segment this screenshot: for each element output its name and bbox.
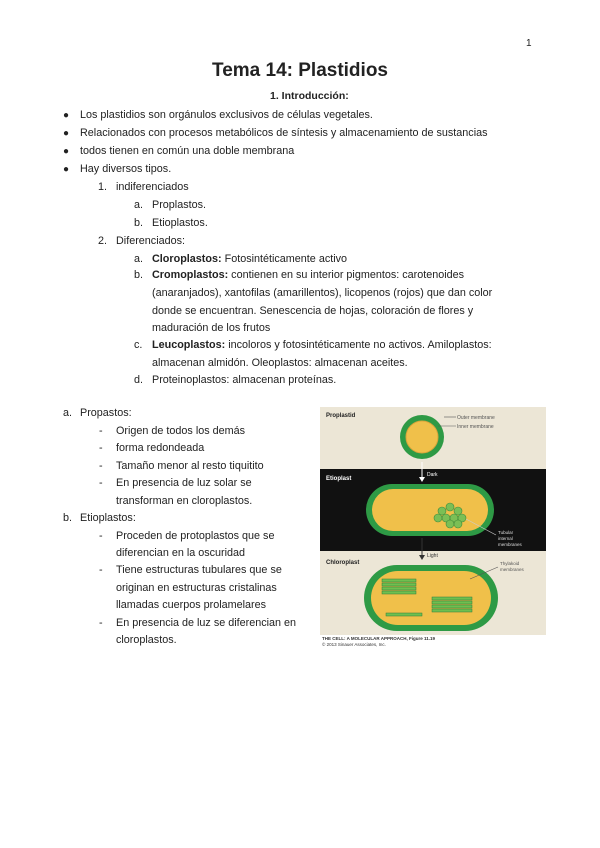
tubule <box>438 507 446 515</box>
tubule <box>454 507 462 515</box>
dash-marker: - <box>99 477 103 489</box>
text-line: diferencian en la oscuridad <box>116 547 246 559</box>
term: Cromoplastos: <box>152 269 229 281</box>
list-item <box>152 267 464 284</box>
label-tubular: membranes <box>498 542 522 547</box>
bullet-marker: ● <box>63 128 70 139</box>
text-line: almacenan almidón. Oleoplastos: almacenan aceites. <box>152 357 408 369</box>
bullet-marker: ● <box>63 146 70 157</box>
list-item <box>152 337 492 354</box>
list-letter: a. <box>134 199 144 211</box>
list-letter: d. <box>134 374 144 386</box>
list-item: Tamaño menor al resto tiquitito <box>116 460 264 472</box>
subheading: Etioplastos: <box>80 512 136 524</box>
plastid-figure <box>320 407 546 651</box>
label-etioplast: Etioplast <box>326 476 352 482</box>
list-item: Relacionados con procesos metabólicos de síntesis y almacenamiento de sustancias <box>80 127 488 139</box>
proplastid-stroma <box>406 421 438 453</box>
thylakoid <box>386 613 422 616</box>
figure-caption <box>322 636 435 648</box>
list-letter: b. <box>134 217 144 229</box>
thylakoid <box>432 597 472 600</box>
bullet-marker: ● <box>63 110 70 121</box>
list-item: Tiene estructuras tubulares que se <box>116 564 282 576</box>
list-item: todos tienen en común una doble membrana <box>80 145 295 157</box>
list-item: Origen de todos los demás <box>116 425 246 437</box>
label-thylakoid: Thylakoid <box>500 561 520 566</box>
text-line: cloroplastos. <box>116 634 177 646</box>
label-inner-membrane: Inner membrane <box>457 424 494 430</box>
text-line: maduración de los frutos <box>152 322 271 334</box>
text-line: donde se encuentran. Senescencia de hojas, coloración de flores y <box>152 305 474 317</box>
etioplast-stroma <box>372 489 488 531</box>
thylakoid <box>382 587 416 590</box>
term: Cloroplastos: <box>152 253 222 265</box>
text-line: llamadas cuerpos prolamelares <box>116 599 267 611</box>
label-dark: Dark <box>427 472 438 478</box>
list-item: Proceden de protoplastos que se <box>116 530 275 542</box>
caption-line: THE CELL: A MOLECULAR APPROACH, Figure 11.19 <box>322 636 436 641</box>
page-number: 1 <box>526 38 532 49</box>
thylakoid <box>432 609 472 612</box>
section-heading: 1. Introducción: <box>270 90 349 102</box>
dash-marker: - <box>99 617 103 629</box>
thylakoid <box>382 583 416 586</box>
thylakoid <box>432 601 472 604</box>
text-line: (anaranjados), xantofilas (amarillentos), licopenos (rojos) que dan color <box>152 287 493 299</box>
label-light: Light <box>427 553 438 559</box>
label-tubular: Tubular <box>498 530 514 535</box>
thylakoid <box>432 605 472 608</box>
list-item: Hay diversos tipos. <box>80 163 172 175</box>
dash-marker: - <box>99 425 103 437</box>
text-line: transforman en cloroplastos. <box>116 495 253 507</box>
list-item: En presencia de luz solar se <box>116 477 252 489</box>
tubule <box>446 520 454 528</box>
page-title: Tema 14: Plastidios <box>212 60 388 81</box>
caption-line: © 2013 Sinauer Associates, Inc. <box>322 642 386 647</box>
label-tubular: internal <box>498 536 513 541</box>
tubule <box>454 520 462 528</box>
list-letter: b. <box>134 269 144 281</box>
list-item: Proplastos. <box>152 199 207 211</box>
list-item <box>152 251 347 268</box>
list-item: Los plastidios son orgánulos exclusivos de células vegetales. <box>80 109 373 121</box>
list-letter: c. <box>134 339 143 351</box>
dash-marker: - <box>99 442 103 454</box>
term-description: Fotosintéticamente activo <box>221 253 348 265</box>
term-description: contienen en su interior pigmentos: carotenoides <box>228 269 465 281</box>
list-item: En presencia de luz se diferencian en <box>116 617 297 629</box>
thylakoid <box>382 591 416 594</box>
list-item: Proteinoplastos: almacenan proteínas. <box>152 374 337 386</box>
list-item: forma redondeada <box>116 442 205 454</box>
list-item: Etioplastos. <box>152 217 208 229</box>
label-outer-membrane: Outer membrane <box>457 415 495 421</box>
list-number: 2. <box>98 235 108 247</box>
list-letter: b. <box>63 512 73 524</box>
text-line: originan en estructuras cristalinas <box>116 582 277 594</box>
list-letter: a. <box>63 407 73 419</box>
label-chloroplast: Chloroplast <box>326 560 360 566</box>
term-description: incoloros y fotosintéticamente no activos. Amiloplastos: <box>225 339 492 351</box>
dash-marker: - <box>99 460 103 472</box>
tubule <box>446 503 454 511</box>
subheading: Propastos: <box>80 407 132 419</box>
dash-marker: - <box>99 564 103 576</box>
list-number: 1. <box>98 181 108 193</box>
list-letter: a. <box>134 253 144 265</box>
label-proplastid: Proplastid <box>326 413 356 419</box>
tubule <box>434 514 442 522</box>
list-item: indiferenciados <box>116 181 189 193</box>
dash-marker: - <box>99 530 103 542</box>
term: Leucoplastos: <box>152 339 226 351</box>
bullet-marker: ● <box>63 164 70 175</box>
label-thylakoid: membranes <box>500 567 524 572</box>
list-item: Diferenciados: <box>116 235 186 247</box>
thylakoid <box>382 579 416 582</box>
